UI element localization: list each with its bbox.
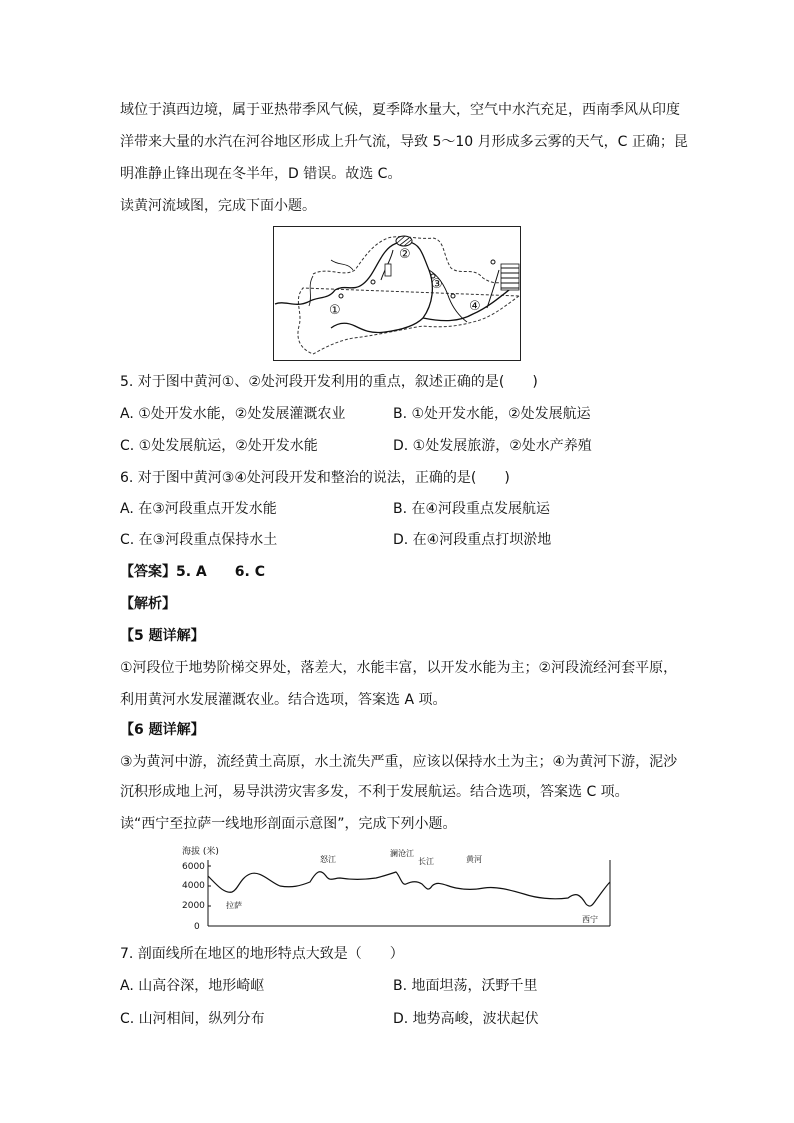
q6-option-a[interactable]: A. 在③河段重点开发水能 xyxy=(120,501,277,517)
q6-option-d[interactable]: D. 在④河段重点打坝淤地 xyxy=(393,532,552,548)
para-line-2: 洋带来大量的水汽在河谷地区形成上升气流，导致 5～10 月形成多云雾的天气，C 正确；昆 xyxy=(120,134,688,150)
q5-option-b[interactable]: B. ①处开发水能，②处发展航运 xyxy=(393,406,591,422)
ytick-4000: 4000 xyxy=(182,881,205,891)
q6-option-c[interactable]: C. 在③河段重点保持水土 xyxy=(120,532,278,548)
map-label-1: ① xyxy=(329,303,341,318)
profile-ylabel: 海拔 (米) xyxy=(182,847,219,857)
ytick-0: 0 xyxy=(194,922,200,932)
q5-option-d[interactable]: D. ①处发展旅游，②处水产养殖 xyxy=(393,438,592,454)
q5-option-c[interactable]: C. ①处发展航运，②处开发水能 xyxy=(120,438,318,454)
detail-6-line-1: ③为黄河中游，流经黄土高原，水土流失严重，应该以保持水土为主；④为黄河下游，泥沙 xyxy=(120,754,678,770)
q5-option-a[interactable]: A. ①处开发水能，②处发展灌溉农业 xyxy=(120,406,346,422)
label-lhasa: 拉萨 xyxy=(226,901,242,910)
ytick-2000: 2000 xyxy=(182,901,205,911)
label-xining: 西宁 xyxy=(582,915,598,924)
q5-stem: 5. 对于图中黄河①、②处河段开发利用的重点，叙述正确的是( ) xyxy=(120,374,538,390)
q7-option-c[interactable]: C. 山河相间，纵列分布 xyxy=(120,1011,265,1027)
q6-stem: 6. 对于图中黄河③④处河段开发和整治的说法，正确的是( ) xyxy=(120,470,510,486)
detail-6-line-2: 沉积形成地上河，易导洪涝灾害多发，不利于发展航运。结合选项，答案选 C 项。 xyxy=(120,784,629,800)
detail-5-line-1: ①河段位于地势阶梯交界处，落差大，水能丰富，以开发水能为主；②河段流经河套平原， xyxy=(120,660,678,676)
yellow-river-map xyxy=(273,226,521,361)
para-line-3: 明准静止锋出现在冬半年，D 错误。故选 C。 xyxy=(120,166,402,182)
q7-option-a[interactable]: A. 山高谷深，地形崎岖 xyxy=(120,978,265,994)
label-changjiang: 长江 xyxy=(418,857,434,866)
intro-yellow-river: 读黄河流域图，完成下面小题。 xyxy=(120,198,316,214)
label-nujiang: 怒江 xyxy=(320,855,336,864)
terrain-profile xyxy=(180,842,612,932)
q6-option-b[interactable]: B. 在④河段重点发展航运 xyxy=(393,501,551,517)
q7-option-d[interactable]: D. 地势高峻，波状起伏 xyxy=(393,1011,539,1027)
answer-line: 【答案】5. A 6. C xyxy=(120,564,265,580)
para-line-1: 域位于滇西边境，属于亚热带季风气候，夏季降水量大，空气中水汽充足，西南季风从印度 xyxy=(120,102,680,118)
map-label-2: ② xyxy=(399,247,411,262)
profile-line xyxy=(208,872,610,906)
map-label-4: ④ xyxy=(469,299,481,314)
q7-option-b[interactable]: B. 地面坦荡，沃野千里 xyxy=(393,978,538,994)
ytick-6000: 6000 xyxy=(182,862,205,872)
label-huanghe: 黄河 xyxy=(466,855,482,864)
detail-6-title: 【6 题详解】 xyxy=(120,722,205,738)
detail-5-title: 【5 题详解】 xyxy=(120,628,205,644)
analysis-title: 【解析】 xyxy=(120,596,176,612)
detail-5-line-2: 利用黄河水发展灌溉农业。结合选项，答案选 A 项。 xyxy=(120,692,447,708)
map-label-3: ③ xyxy=(431,277,443,292)
intro-profile: 读“西宁至拉萨一线地形剖面示意图”，完成下列小题。 xyxy=(120,816,457,832)
label-lancang: 澜沧江 xyxy=(390,849,414,858)
q7-stem: 7. 剖面线所在地区的地形特点大致是（ ） xyxy=(120,946,404,962)
